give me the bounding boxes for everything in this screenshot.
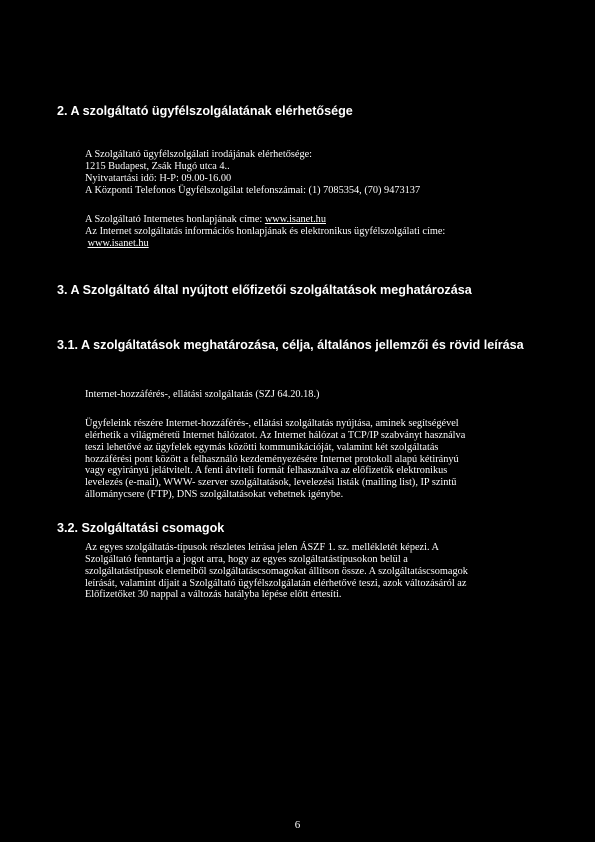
paragraph-line: hozzáférési pont között a felhasználó kezdeményezésére Internet protokoll alapú kétirányú (85, 453, 459, 465)
contact-block (85, 149, 420, 196)
paragraph-line: állománycsere (FTP), DNS szolgáltatásokat vehetnek igénybe. (85, 489, 344, 501)
opening-hours: Nyitvatartási idő: H-P: 09.00-16.00 (85, 172, 232, 184)
paragraph-line: teszi lehetővé az ügyfelek egymás közötti kommunikációját, valamint két szolgáltatás (85, 441, 439, 453)
info-line (85, 238, 445, 250)
service-type: Internet-hozzáférés-, ellátási szolgáltatás (SZJ 64.20.18.) (85, 389, 320, 400)
section-3-2-body (85, 542, 468, 601)
section-3-1-heading: 3.1. A szolgáltatások meghatározása, célja, általános jellemzői és rövid leírása (57, 338, 524, 352)
section-3-heading: 3. A Szolgáltató által nyújtott előfizetői szolgáltatások meghatározása (57, 283, 472, 297)
office-line: A Szolgáltató ügyfélszolgálati irodájának elérhetősége: (85, 149, 313, 160)
paragraph-line: vagy egyirányú jelátvitelt. A fenti átviteli formát felhasználva az előfizetők elektronikus (85, 465, 448, 477)
section-2-heading: 2. A szolgáltató ügyfélszolgálatának elérhetősége (57, 104, 353, 118)
paragraph-line: levelezés (e-mail), WWW- szerver szolgáltatások, levelezési listák (mailing list), IP szintű (85, 477, 457, 489)
info-website-link[interactable]: www.isanet.hu (87, 237, 149, 249)
website-link[interactable]: www.isanet.hu (264, 214, 326, 225)
paragraph-line: szolgáltatástípusok elemeiből szolgáltatáscsomagokat állítson össze. A szolgáltatáscsomagok (85, 565, 468, 577)
paragraph-line: Ügyfeleink részére Internet-hozzáférés-, ellátási szolgáltatás nyújtása, aminek segítségével (85, 418, 459, 429)
page-number: 6 (294, 819, 301, 831)
paragraph-line: leírását, valamint díjait a Szolgáltató ügyfélszolgálatán elérhetővé teszi, azok változásáról az (85, 577, 467, 589)
paragraph-line: Szolgáltató fenntartja a jogot arra, hogy az egyes szolgáltatástípusokon belül a (85, 553, 408, 565)
web-line (85, 214, 445, 226)
section-3-1-body (85, 418, 465, 501)
web-label: A Szolgáltató Internetes honlapjának címe: (85, 214, 265, 225)
web-block (85, 214, 445, 250)
paragraph-line: elérhetik a világméretű Internet hálózatot. Az Internet hálózat a TCP/IP szabványt használva (85, 429, 466, 441)
office-address: 1215 Budapest, Zsák Hugó utca 4.. (85, 160, 230, 172)
paragraph-line: Előfizetőket 30 nappal a változás hatályba lépése előtt értesíti. (85, 589, 342, 601)
section-3-2-heading: 3.2. Szolgáltatási csomagok (57, 521, 225, 535)
info-label: Az Internet szolgáltatás információs honlapjának és elektronikus ügyfélszolgálati címe: (85, 225, 446, 237)
phone-numbers: A Központi Telefonos Ügyfélszolgálat telefonszámai: (1) 7085354, (70) 9473137 (85, 184, 421, 196)
paragraph-line: Az egyes szolgáltatás-típusok részletes leírása jelen ÁSZF 1. sz. mellékletét képezi. A (85, 542, 439, 553)
